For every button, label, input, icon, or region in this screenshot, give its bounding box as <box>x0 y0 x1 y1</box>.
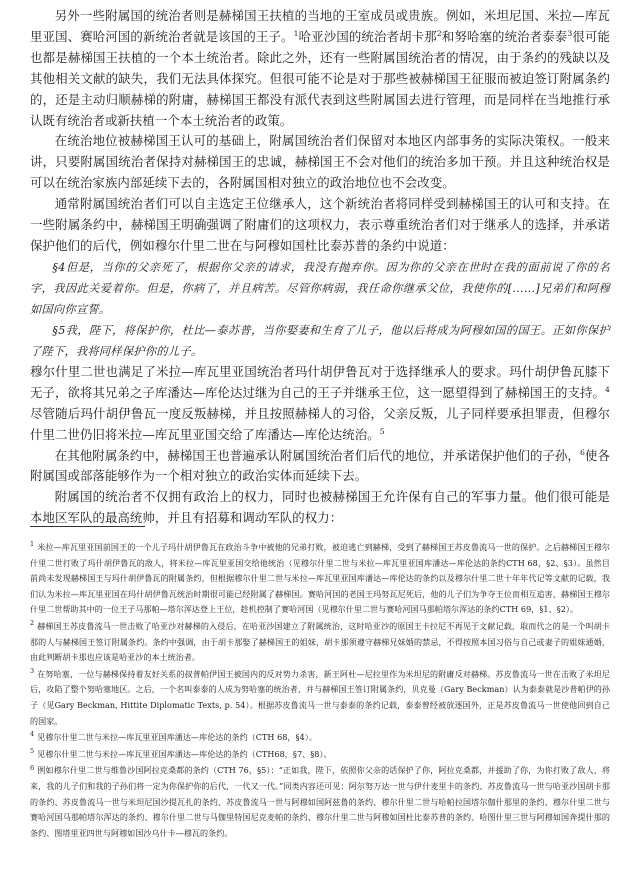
footnote-number: 6 <box>30 763 35 772</box>
footnote-text: 见穆尔什里二世与米拉—库瓦里亚国库潘达—库伦达的条约（CTH 68，§4）。 <box>37 733 317 743</box>
footnote-text: 米拉—库瓦里亚国前国王的一个儿子玛什胡伊鲁瓦在政治斗争中被他的兄弟打败，被迫逃亡到赫梯，受到了赫梯国王苏皮鲁流马一世的保护。之后赫梯国王穆尔什里二世打败了玛什胡伊鲁瓦的敌人，将米拉—库瓦里亚国交给他统治（见穆尔什里二世与米拉—库瓦里亚国库潘达—库伦达的条约CTH 68，§2、§3）。虽然目前尚未发现赫梯国王与玛什胡伊鲁瓦的附属条约，但根据穆尔什里二世与米拉—库瓦里亚国库潘达—库伦达的条约以及穆尔什里二世十年年代记等文献的记载，我们认为米拉—库瓦里亚国在玛什胡伊鲁瓦统治时期很可能已经附属了赫梯国。赛哈河国的老国王玛努瓦尼死后，他的儿子们为争夺王位而相互追害，赫梯国王穆尔什里二世帮助其中的一位王子马那帕—塔尔浑达登上王位，趁机控制了赛哈河国（见穆尔什里二世与赛哈河国马那帕塔尔浑达的条约CTH 69，§1、§2）。 <box>30 543 610 615</box>
footnote-divider <box>30 526 145 527</box>
footnote-number: 1 <box>30 540 35 549</box>
footnote-number: 4 <box>30 730 35 739</box>
footnote-number: 5 <box>30 747 35 756</box>
paragraph: 通常附属国统治者们可以自主选定王位继承人，这个新统治者将同样受到赫梯国王的认可和支持。在一些附属条约中，赫梯国王明确强调了附庸们的这项权力，表示尊重统治者们对于继承人的选择，并承诺保护他们的后代，例如穆尔什里二世在与阿穆如国杜比泰苏普的条约中说道： <box>30 196 610 253</box>
footnote-text: 见穆尔什里二世与米拉—库瓦里亚国库潘达—库伦达的条约（CTH68，§7、§8）。 <box>37 749 332 759</box>
footnote-text: 在努哈塞，一位与赫梯保持着友好关系的叔普帕伊国王被国内的反对势力杀害，新王阿杜—尼拉里作为米坦尼的附庸反对赫梯。苏皮鲁流马一世在击败了米坦尼后，攻陷了整个努哈塞地区。之后，一个名叫泰泰的人成为努哈塞的统治者，并与赫梯国王签订附属条约，贝克曼（Gary Beckman）认为泰泰就是沙普帕伊的孙子（见Gary Beckman, Hittite Diplomatic Texts, p. 54）。根据苏皮鲁流马一世与泰泰的条约记载，泰泰曾经被放逐国外，正是苏皮鲁流马一世使他回到自己的国家。 <box>30 669 610 726</box>
paragraph: 附属国的统治者不仅拥有政治上的权力，同时也被赫梯国王允许保有自己的军事力量。他们很可能是本地区军队的最高统帅，并且有招募和调动军队的权力： <box>30 489 610 526</box>
footnote <box>30 667 610 729</box>
paragraph <box>30 446 610 488</box>
footnote <box>30 540 610 618</box>
paragraph <box>30 6 610 131</box>
text-run: 和努哈塞的统治者泰泰 <box>441 28 568 44</box>
footnote-ref[interactable]: 5 <box>379 426 385 436</box>
text-run: 穆尔什里二世也满足了米拉—库瓦里亚国统治者玛什胡伊鲁瓦对于选择继承人的要求。玛什胡伊鲁瓦膝下无子，欲将其兄弟之子库潘达—库伦达过继为自己的王子并继承王位，这一愿望得到了赫梯国王的支持。 <box>30 363 610 400</box>
footnote-ref[interactable]: 1 <box>293 28 299 38</box>
footnote-ref[interactable]: 6 <box>580 447 585 457</box>
block-quote: §5我，陛下，将保护你，杜比—泰苏普，当你娶妻和生育了儿子，他以后将成为阿穆如国的国王。正如你保护了陛下，我将同样保护你的儿子。 <box>30 323 610 358</box>
paragraph <box>30 362 610 446</box>
footnote-text: 例如穆尔什里二世与维鲁沙国阿拉克桑都的条约（CTH 76，§5）：“正如我，陛下，依照你父亲的话保护了你，阿拉克桑都，并援助了你，为你打败了敌人，将来，我的儿子们和我的子孙们将一定为你保护你的后代，一代又一代。”同类内容还可见：阿尔努万达一世与伊什麦里卡的条约、苏皮鲁流马一世与哈亚沙国胡卡那的条约、苏皮鲁流马一世与米坦尼国沙提瓦扎的条约、苏皮鲁流马一世与阿穆如国阿兹鲁的条约、穆尔什里二世与哈帕拉国塔尔伽什那里的条约、穆尔什里二世与赛哈河国马那帕塔尔浑达的条约、穆尔什里二世与马伽里特国尼克麦帕的条约、穆尔什里二世与阿穆如国杜比泰苏普的条约、哈图什里三世与阿穆如国奔提什那的条约、图塔里亚四世与阿穆如国沙乌什卡—穆瓦的条约。 <box>30 766 610 838</box>
block-quote: §4但是，当你的父亲死了，根据你父亲的请求，我没有抛弃你。因为你的父亲在世时在我的面前说了你的名字，我因此关爱着你。但是，你病了，并且病苦。尽管你病弱，我任命你继承父位，我使你的[……]兄弟们和阿穆如国向你宣誓。 <box>30 260 610 316</box>
footnotes <box>30 540 610 842</box>
main-text <box>30 6 610 529</box>
footnote-ref[interactable]: 3 <box>567 28 573 38</box>
text-run: 尽管随后玛什胡伊鲁瓦一度反叛赫梯，并且按照赫梯人的习俗，父亲反叛，儿子同样要承担罪责，但穆尔什里二世仍旧将米拉—库瓦里亚国交给了库潘达—库伦达统治。 <box>30 405 610 442</box>
footnote-text: 赫梯国王苏皮鲁流马一世击败了哈亚沙对赫梯的入侵后，在哈亚沙国建立了附属统治，这时哈亚沙的原国王卡拉尼不再见于文献记载，取而代之的是一个叫胡卡那的人与赫梯国王签订附属条约。条约中强调，由于胡卡那娶了赫梯国王的姐妹，胡卡那须遵守赫梯兄妹婚的禁忌，不得按照本国习俗与自己或妻子的姐妹通婚，由此判断胡卡那也应该是哈亚沙的本土统治者。 <box>30 621 610 663</box>
text-run: 使各附属国或部落能够作为一个相对独立的政治实体而延续下去。 <box>30 447 610 484</box>
footnote-ref[interactable]: 2 <box>436 28 442 38</box>
footnote <box>30 730 610 746</box>
paragraph: 在统治地位被赫梯国王认可的基础上，附属国统治者们保留对本地区内部事务的实际决策权。一般来讲，只要附属国统治者保持对赫梯国王的忠诚，赫梯国王不会对他们的统治多加干预。并且这种统治权是可以在统治家族内部延续下去的，各附属国相对独立的政治地位也不会改变。 <box>30 133 610 191</box>
footnote <box>30 763 610 841</box>
text-run: 哈亚沙国的统治者胡卡那 <box>298 28 437 44</box>
footnote-number: 3 <box>30 667 35 676</box>
text-run: 在其他附属条约中，赫梯国王也普遍承认附属国统治者们后代的地位，并承诺保护他们的子孙， <box>54 447 580 463</box>
footnote-number: 2 <box>30 619 35 628</box>
text-run: 另外一些附属国的统治者则是赫梯国王扶植的当地的王室成员或贵族。例如，米坦尼国、米拉—库瓦里亚国、赛哈河国的新统治者就是该国的王子。 <box>30 8 610 44</box>
text-run: 很可能也都是赫梯国王扶植的一个本土统治者。除此之外，还有一些附属国统治者的情况，由于条约的残缺以及其他相关文献的缺失，我们无法具体探究。但很可能不论是对于那些被赫梯国王征服而被迫签订附属条约的，还是主动归顺赫梯的附庸，赫梯国王都没有派代表到这些附属国去进行管理，而是同样在当地推行承认既有统治者或新扶植一个本土统治者的政策。 <box>30 28 610 128</box>
footnote-ref[interactable]: 4 <box>605 384 610 394</box>
footnote <box>30 747 610 763</box>
footnote <box>30 619 610 666</box>
